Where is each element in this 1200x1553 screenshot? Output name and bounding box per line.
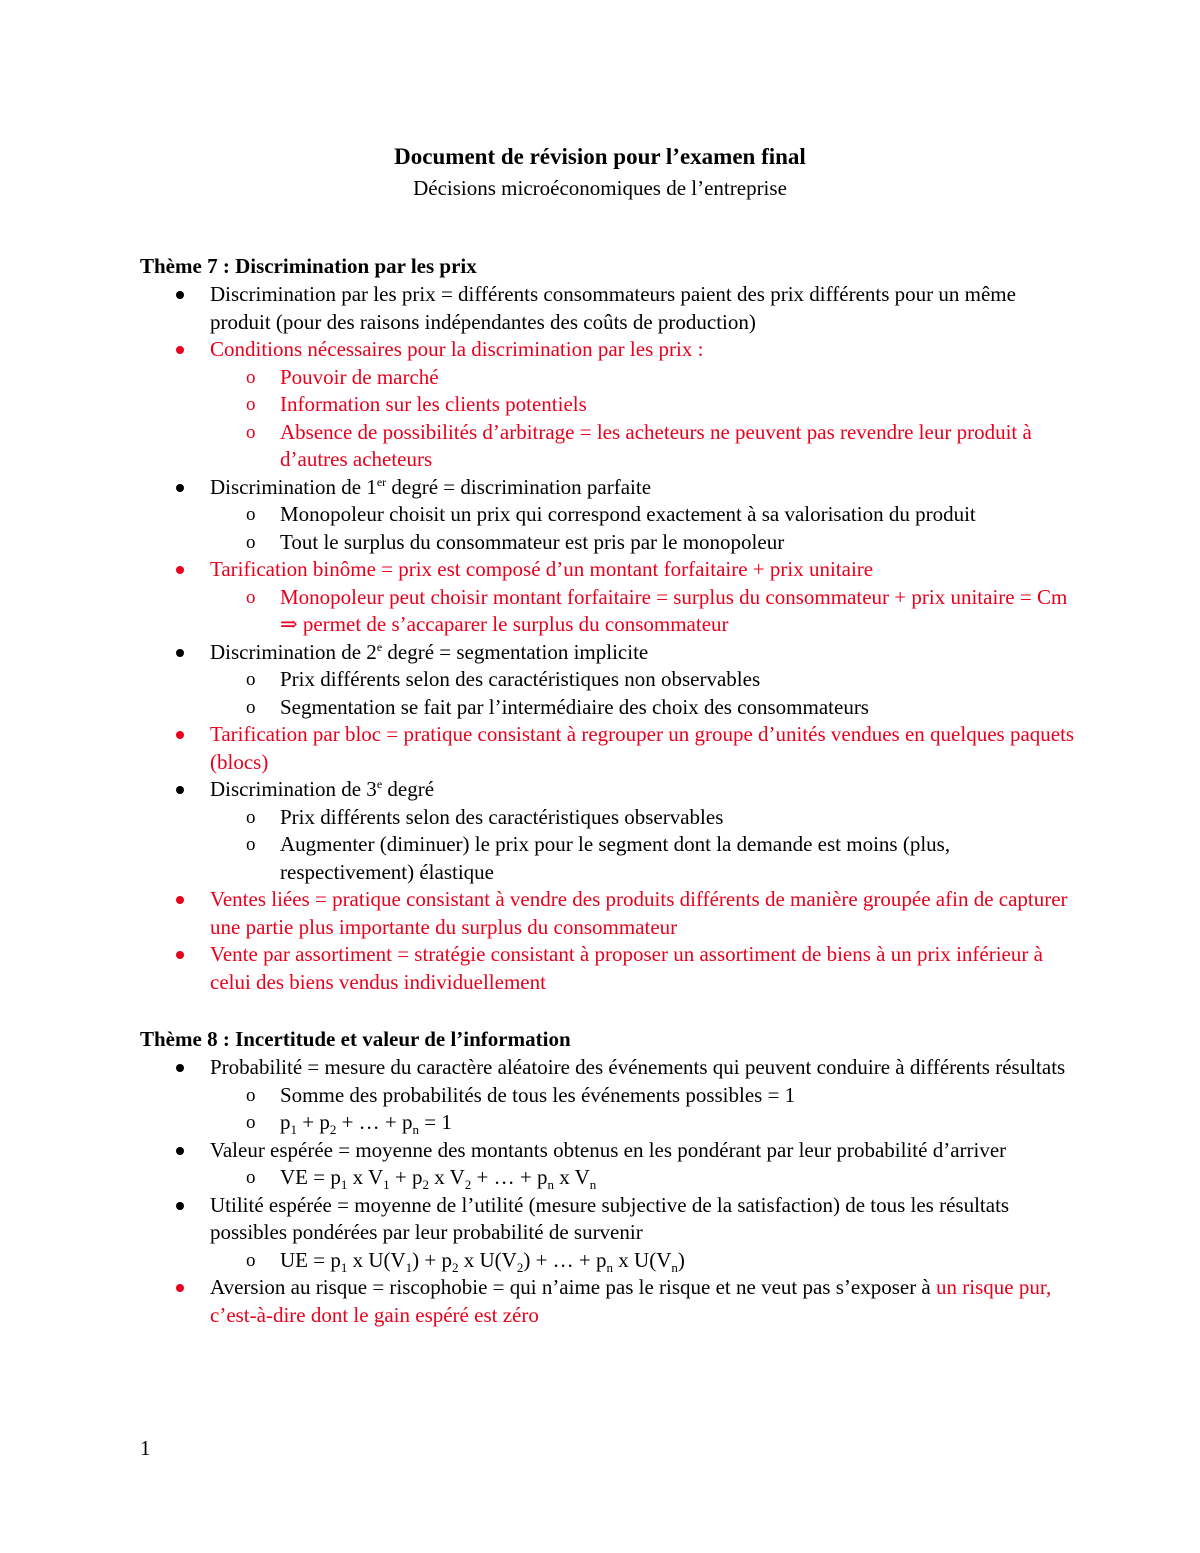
sub-list-item: o Prix différents selon des caractéristiques non observables bbox=[140, 666, 1080, 694]
theme-7-list bbox=[140, 281, 1080, 996]
sub-bullet-icon: o bbox=[246, 1249, 256, 1271]
bullet-icon bbox=[176, 649, 184, 657]
bullet-icon bbox=[176, 951, 184, 959]
sub-bullet-icon: o bbox=[246, 366, 256, 388]
list-item: Valeur espérée = moyenne des montants obtenus en les pondérant par leur probabilité d’arriver bbox=[140, 1137, 1080, 1165]
bullet-icon bbox=[176, 731, 184, 739]
bullet-icon bbox=[176, 1147, 184, 1155]
sub-bullet-icon: o bbox=[246, 806, 256, 828]
document-header bbox=[0, 140, 1200, 202]
list-item: Tarification binôme = prix est composé d’un montant forfaitaire + prix unitaire bbox=[140, 556, 1080, 584]
bullet-icon bbox=[176, 1202, 184, 1210]
document-subtitle: Décisions microéconomiques de l’entreprise bbox=[413, 176, 787, 200]
sub-bullet-icon: o bbox=[246, 421, 256, 443]
sub-bullet-icon: o bbox=[246, 586, 256, 608]
sub-list-item: o Monopoleur choisit un prix qui correspond exactement à sa valorisation du produit bbox=[140, 501, 1080, 529]
sub-list-item: o Pouvoir de marché bbox=[140, 364, 1080, 392]
list-item: Discrimination de 3e degré bbox=[140, 776, 1080, 804]
sub-list-item: o Tout le surplus du consommateur est pris par le monopoleur bbox=[140, 529, 1080, 557]
theme-7-section bbox=[140, 252, 1080, 996]
sub-list-item: o Segmentation se fait par l’intermédiaire des choix des consommateurs bbox=[140, 694, 1080, 722]
list-item: Vente par assortiment = stratégie consistant à proposer un assortiment de biens à un prix inférieur à celui des biens vendus individuellement bbox=[140, 941, 1080, 996]
list-item: Discrimination de 2e degré = segmentation implicite bbox=[140, 639, 1080, 667]
theme-8-title: Thème 8 : Incertitude et valeur de l’information bbox=[140, 1027, 571, 1051]
theme-7-title: Thème 7 : Discrimination par les prix bbox=[140, 254, 477, 278]
sub-bullet-icon: o bbox=[246, 1084, 256, 1106]
sub-list-item: o Somme des probabilités de tous les événements possibles = 1 bbox=[140, 1082, 1080, 1110]
sub-list-item: o Information sur les clients potentiels bbox=[140, 391, 1080, 419]
list-item: Conditions nécessaires pour la discrimination par les prix : bbox=[140, 336, 1080, 364]
bullet-icon bbox=[176, 484, 184, 492]
bullet-icon bbox=[176, 1064, 184, 1072]
page-number: 1 bbox=[140, 1436, 151, 1460]
list-item: Tarification par bloc = pratique consistant à regrouper un groupe d’unités vendues en quelques paquets (blocs) bbox=[140, 721, 1080, 776]
list-item: Ventes liées = pratique consistant à vendre des produits différents de manière groupée afin de capturer une partie plus importante du surplus du consommateur bbox=[140, 886, 1080, 941]
sub-bullet-icon: o bbox=[246, 669, 256, 690]
sub-list-item: o Monopoleur peut choisir montant forfaitaire = surplus du consommateur + prix unitaire = Cm ⇒ permet de s’accaparer le surplus du consommateur bbox=[246, 584, 1068, 636]
expected-value-formula: o VE = $p_1$ x $V_1 + p_2$ x $V_2$ + … + $p_n$ x $V_n$ bbox=[246, 1165, 597, 1193]
theme-8-list bbox=[140, 1054, 1080, 1329]
expected-utility-formula: o UE = $p_1$ x $U(V_1) + p_2$ x $U(V_2)$ + … + $p_n$ x $U(V_n)$ bbox=[246, 1247, 685, 1275]
sub-list-item: o Augmenter (diminuer) le prix pour le segment dont la demande est moins (plus, respectivement) élastique bbox=[246, 832, 951, 884]
sub-bullet-icon: o bbox=[246, 834, 256, 855]
sub-list-item: o Prix différents selon des caractéristiques observables bbox=[140, 804, 1080, 832]
sub-bullet-icon: o bbox=[246, 696, 256, 718]
list-item: Discrimination par les prix = différents consommateurs paient des prix différents pour un même produit (pour des raisons indépendantes des coûts de production) bbox=[140, 281, 1080, 336]
list-item: Utilité espérée = moyenne de l’utilité (mesure subjective de la satisfaction) de tous les résultats possibles pondérées par leur probabilité de survenir bbox=[140, 1192, 1080, 1247]
probability-sum-formula: o $p_1 + p_2$ + … + $p_n = 1$ bbox=[246, 1110, 452, 1138]
sub-bullet-icon: o bbox=[246, 1112, 256, 1133]
bullet-icon bbox=[176, 346, 184, 354]
document-title: Document de révision pour l’examen final bbox=[394, 144, 806, 169]
bullet-icon bbox=[176, 566, 184, 574]
sub-list-item: o Absence de possibilités d’arbitrage = les acheteurs ne peuvent pas revendre leur produit à d’autres acheteurs bbox=[246, 419, 1032, 471]
list-item: Probabilité = mesure du caractère aléatoire des événements qui peuvent conduire à différents résultats bbox=[140, 1054, 1080, 1082]
bullet-icon bbox=[176, 896, 184, 904]
sub-bullet-icon: o bbox=[246, 1167, 256, 1188]
list-item: Aversion au risque = riscophobie = qui n’aime pas le risque et ne veut pas s’exposer à un risque pur, c’est-à-dire dont le gain espéré est zéro bbox=[140, 1274, 1080, 1329]
sub-bullet-icon: o bbox=[246, 394, 256, 415]
theme-8-section bbox=[140, 1025, 1080, 1329]
sub-bullet-icon: o bbox=[246, 504, 256, 525]
bullet-icon bbox=[176, 786, 184, 794]
bullet-icon bbox=[176, 1284, 184, 1292]
list-item: Discrimination de 1er degré = discrimination parfaite bbox=[140, 474, 1080, 502]
sub-bullet-icon: o bbox=[246, 531, 256, 553]
bullet-icon bbox=[176, 291, 184, 299]
